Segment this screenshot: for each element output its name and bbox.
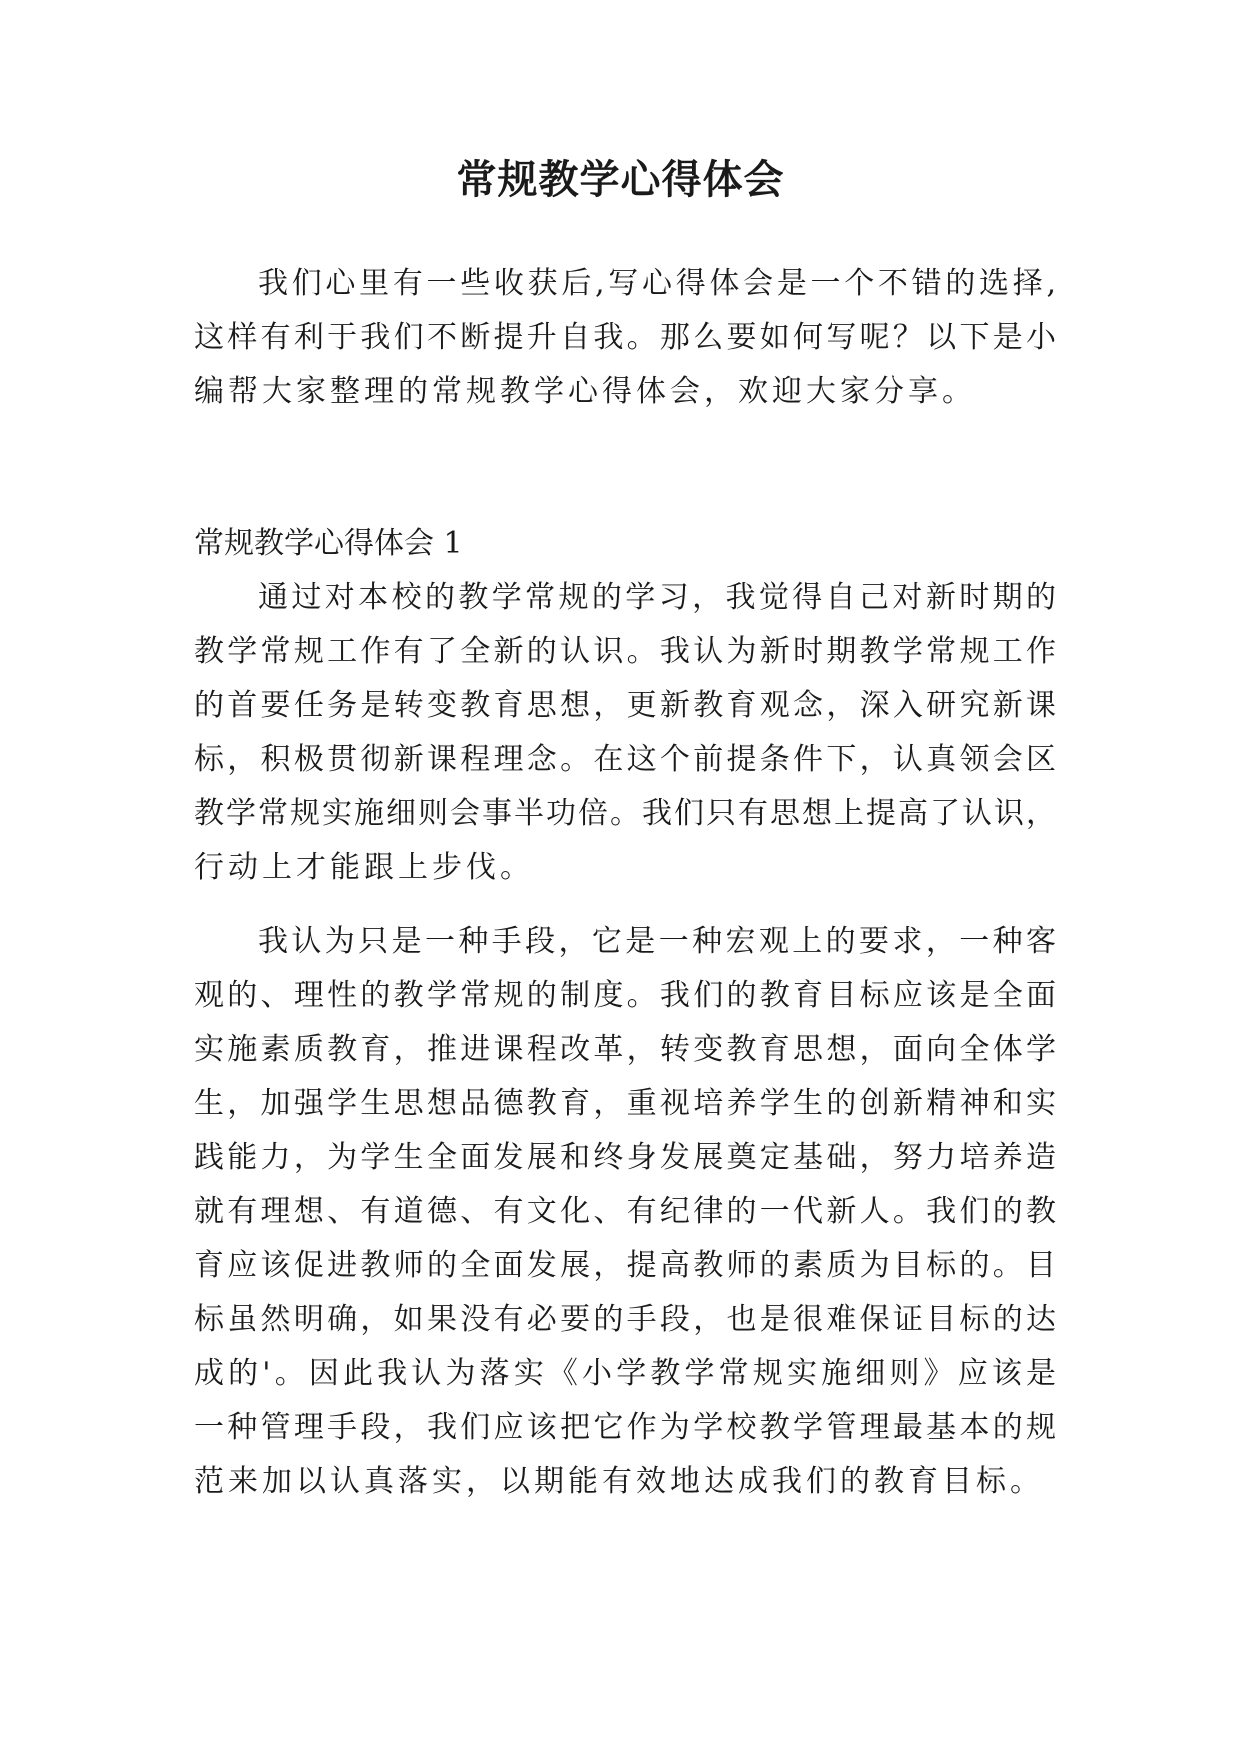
paragraph-line: 就有理想、有道德、有文化、有纪律的一代新人。我们的教: [194, 1194, 1056, 1229]
intro-line: 我们心里有一些收获后,写心得体会是一个不错的选择,: [258, 266, 1056, 301]
paragraph-line: 教学常规工作有了全新的认识。我认为新时期教学常规工作: [194, 634, 1056, 669]
paragraph-line: 教学常规实施细则会事半功倍。我们只有思想上提高了认识，: [194, 796, 1056, 831]
paragraph-line: 标，积极贯彻新课程理念。在这个前提条件下，认真领会区: [194, 742, 1056, 777]
paragraph-line: 成的'。因此我认为落实《小学教学常规实施细则》应该是: [194, 1356, 1056, 1391]
paragraph-line: 践能力，为学生全面发展和终身发展奠定基础，努力培养造: [194, 1140, 1056, 1175]
paragraph-line: 实施素质教育，推进课程改革，转变教育思想，面向全体学: [194, 1032, 1056, 1067]
intro-line: 编帮大家整理的常规教学心得体会，欢迎大家分享。: [194, 374, 976, 409]
paragraph-line: 标虽然明确，如果没有必要的手段，也是很难保证目标的达: [194, 1302, 1056, 1337]
paragraph-line: 生，加强学生思想品德教育，重视培养学生的创新精神和实: [194, 1086, 1056, 1121]
paragraph-line: 通过对本校的教学常规的学习，我觉得自己对新时期的: [258, 580, 1056, 615]
paragraph-line: 育应该促进教师的全面发展，提高教师的素质为目标的。目: [194, 1248, 1056, 1283]
paragraph-line: 我认为只是一种手段，它是一种宏观上的要求，一种客: [258, 924, 1056, 959]
intro-line: 这样有利于我们不断提升自我。那么要如何写呢？以下是小: [194, 320, 1056, 355]
paragraph-line: 一种管理手段，我们应该把它作为学校教学管理最基本的规: [194, 1410, 1056, 1445]
paragraph-line: 行动上才能跟上步伐。: [194, 850, 534, 885]
paragraph-line: 观的、理性的教学常规的制度。我们的教育目标应该是全面: [194, 978, 1056, 1013]
paragraph-line: 的首要任务是转变教育思想，更新教育观念，深入研究新课: [194, 688, 1056, 723]
paragraph-line: 范来加以认真落实，以期能有效地达成我们的教育目标。: [194, 1464, 1044, 1499]
section-heading: 常规教学心得体会 1: [194, 526, 463, 561]
document-title: 常规教学心得体会: [456, 156, 785, 203]
